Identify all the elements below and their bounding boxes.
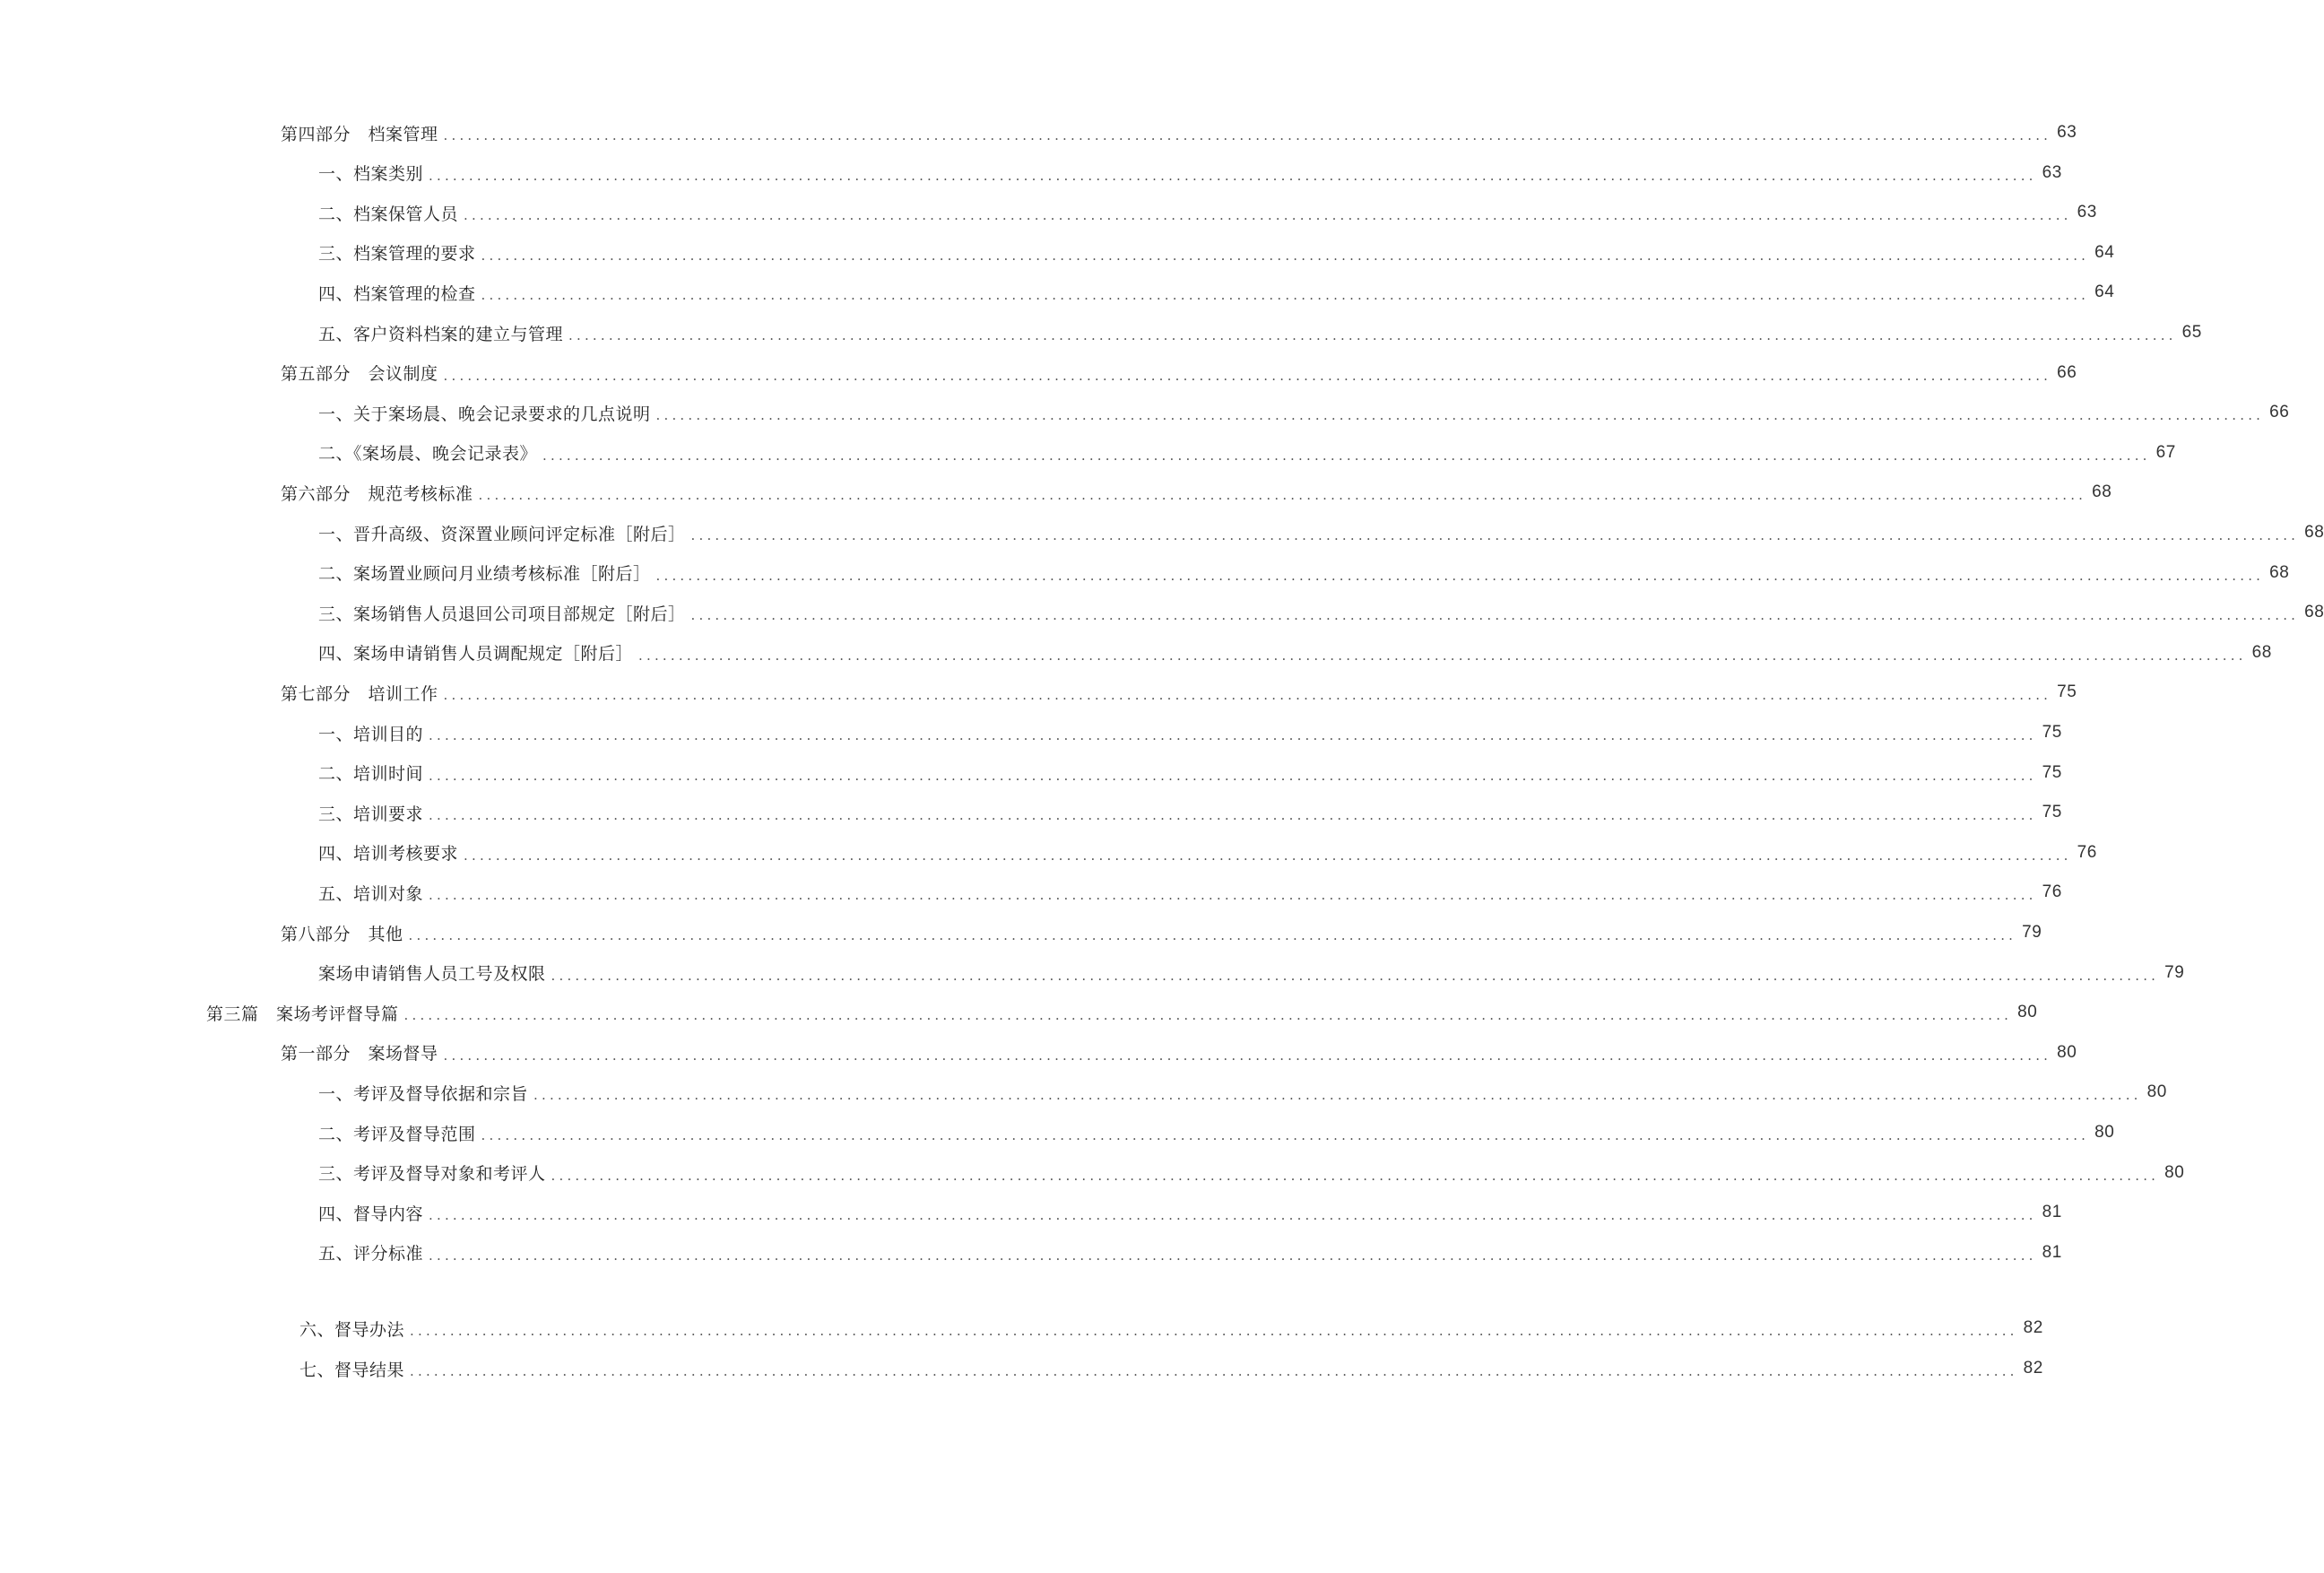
toc-entry-title: 五、培训对象 bbox=[318, 883, 424, 904]
toc-entry[interactable] bbox=[318, 239, 2115, 266]
toc-entry-page-number: 80 bbox=[2017, 1003, 2038, 1022]
toc-entry-page-number: 68 bbox=[2092, 482, 2112, 502]
dot-leader: ........................................................................................................................................................................................................ bbox=[429, 807, 2037, 824]
dot-leader: ........................................................................................................................................................................................................ bbox=[408, 927, 2017, 943]
toc-entry[interactable] bbox=[318, 839, 2097, 866]
toc-entry-title: 三、档案管理的要求 bbox=[318, 244, 476, 265]
toc-entry[interactable] bbox=[318, 1119, 2115, 1146]
toc-entry-title: 二、考评及督导范围 bbox=[318, 1124, 476, 1144]
toc-entry-page-number: 66 bbox=[2057, 362, 2077, 382]
toc-entry[interactable] bbox=[318, 199, 2097, 226]
toc-entry-title: 一、档案类别 bbox=[318, 164, 424, 185]
toc-entry-page-number: 80 bbox=[2057, 1042, 2077, 1062]
dot-leader: ........................................................................................................................................................................................................ bbox=[655, 407, 2265, 424]
toc-entry[interactable] bbox=[318, 639, 2272, 666]
dot-leader: ........................................................................................................................................................................................................ bbox=[410, 1323, 2018, 1340]
toc-entry-page-number: 75 bbox=[2057, 682, 2077, 702]
dot-leader: ........................................................................................................................................................................................................ bbox=[638, 647, 2247, 664]
toc-entry[interactable] bbox=[281, 479, 2112, 506]
toc-entry[interactable] bbox=[299, 1355, 2043, 1382]
dot-leader: ........................................................................................................................................................................................................ bbox=[429, 1207, 2037, 1224]
toc-entry-page-number: 80 bbox=[2094, 1123, 2115, 1142]
toc-entry-page-number: 68 bbox=[2269, 562, 2290, 582]
toc-entry-title: 一、培训目的 bbox=[318, 724, 424, 744]
toc-entry-page-number: 68 bbox=[2251, 642, 2272, 662]
toc-entry-title: 二、《案场晨、晚会记录表》 bbox=[318, 444, 538, 465]
toc-entry-page-number: 81 bbox=[2042, 1203, 2062, 1222]
toc-entry[interactable] bbox=[281, 919, 2042, 946]
toc-entry-title: 四、档案管理的检查 bbox=[318, 283, 476, 304]
dot-leader: ........................................................................................................................................................................................................ bbox=[690, 607, 2300, 624]
toc-entry-page-number: 75 bbox=[2042, 762, 2062, 782]
toc-entry[interactable] bbox=[281, 360, 2077, 387]
toc-entry-title: 第七部分 培训工作 bbox=[281, 683, 438, 704]
toc-entry[interactable] bbox=[318, 1079, 2167, 1106]
toc-entry[interactable] bbox=[318, 960, 2185, 986]
toc-entry[interactable] bbox=[281, 679, 2077, 706]
toc-entry-title: 三、考评及督导对象和考评人 bbox=[318, 1164, 546, 1185]
dot-leader: ........................................................................................................................................................................................................ bbox=[464, 207, 2072, 224]
dot-leader: ........................................................................................................................................................................................................ bbox=[690, 527, 2300, 543]
toc-entry-title: 第三篇 案场考评督导篇 bbox=[206, 1004, 399, 1024]
toc-entry-page-number: 79 bbox=[2022, 923, 2042, 942]
toc-entry[interactable] bbox=[281, 1039, 2077, 1066]
toc-entry-page-number: 82 bbox=[2023, 1359, 2043, 1377]
toc-entry-page-number: 82 bbox=[2023, 1318, 2043, 1338]
toc-entry-page-number: 65 bbox=[2181, 323, 2202, 342]
toc-entry-title: 二、档案保管人员 bbox=[318, 204, 459, 224]
toc-entry-title: 第五部分 会议制度 bbox=[281, 364, 438, 385]
toc-entry-page-number: 64 bbox=[2094, 242, 2115, 262]
toc-entry[interactable] bbox=[318, 279, 2115, 306]
toc-entry-title: 第四部分 档案管理 bbox=[281, 124, 438, 144]
toc-entry-title: 三、培训要求 bbox=[318, 804, 424, 824]
dot-leader: ........................................................................................................................................................................................................ bbox=[481, 247, 2090, 264]
toc-entry-page-number: 63 bbox=[2057, 123, 2077, 142]
toc-entry-title: 一、关于案场晨、晚会记录要求的几点说明 bbox=[318, 404, 651, 424]
toc-entry-page-number: 63 bbox=[2077, 203, 2097, 222]
toc-entry-title: 七、督导结果 bbox=[299, 1360, 405, 1380]
dot-leader: ........................................................................................................................................................................................................ bbox=[429, 167, 2037, 184]
toc-entry-title: 五、评分标准 bbox=[318, 1244, 424, 1264]
toc-entry[interactable] bbox=[318, 599, 2324, 626]
toc-entry-page-number: 80 bbox=[2146, 1082, 2167, 1102]
dot-leader: ........................................................................................................................................................................................................ bbox=[481, 1127, 2090, 1143]
toc-entry-title: 案场申请销售人员工号及权限 bbox=[318, 964, 546, 985]
toc-entry[interactable] bbox=[318, 519, 2324, 546]
toc-entry[interactable] bbox=[318, 719, 2062, 746]
toc-entry-title: 一、晋升高级、资深置业顾问评定标准［附后］ bbox=[318, 524, 686, 544]
toc-entry-title: 五、客户资料档案的建立与管理 bbox=[318, 324, 564, 344]
toc-entry-page-number: 75 bbox=[2042, 723, 2062, 742]
toc-entry[interactable] bbox=[206, 999, 2038, 1026]
toc-entry[interactable] bbox=[318, 399, 2290, 426]
toc-entry-title: 四、培训考核要求 bbox=[318, 844, 459, 865]
dot-leader: ........................................................................................................................................................................................................ bbox=[403, 1007, 2013, 1024]
toc-entry[interactable] bbox=[318, 319, 2202, 346]
toc-entry-page-number: 68 bbox=[2304, 523, 2324, 542]
dot-leader: ........................................................................................................................................................................................................ bbox=[551, 1167, 2160, 1184]
toc-entry-page-number: 67 bbox=[2155, 442, 2176, 462]
toc-entry-page-number: 75 bbox=[2042, 803, 2062, 822]
toc-entry[interactable] bbox=[318, 1199, 2062, 1226]
toc-entry-title: 六、督导办法 bbox=[299, 1319, 405, 1340]
toc-entry-page-number: 68 bbox=[2304, 603, 2324, 622]
dot-leader: ........................................................................................................................................................................................................ bbox=[429, 887, 2037, 904]
toc-entry-page-number: 76 bbox=[2077, 842, 2097, 862]
dot-leader: ........................................................................................................................................................................................................ bbox=[429, 727, 2037, 743]
dot-leader: ........................................................................................................................................................................................................ bbox=[568, 327, 2177, 343]
dot-leader: ........................................................................................................................................................................................................ bbox=[429, 1247, 2037, 1264]
toc-entry[interactable] bbox=[318, 439, 2176, 466]
dot-leader: ........................................................................................................................................................................................................ bbox=[410, 1363, 2018, 1379]
dot-leader: ........................................................................................................................................................................................................ bbox=[533, 1087, 2142, 1104]
toc-entry[interactable] bbox=[318, 879, 2062, 906]
toc-entry[interactable] bbox=[318, 760, 2062, 786]
toc-entry[interactable] bbox=[318, 1239, 2062, 1266]
toc-entry[interactable] bbox=[299, 1315, 2043, 1342]
toc-entry[interactable] bbox=[281, 119, 2077, 146]
toc-entry-page-number: 76 bbox=[2042, 882, 2062, 902]
toc-entry[interactable] bbox=[318, 1160, 2185, 1186]
toc-entry[interactable] bbox=[318, 560, 2290, 587]
toc-entry-title: 四、案场申请销售人员调配规定［附后］ bbox=[318, 644, 634, 665]
toc-entry-title: 二、培训时间 bbox=[318, 764, 424, 785]
toc-entry-page-number: 66 bbox=[2269, 403, 2290, 422]
toc-entry-title: 三、案场销售人员退回公司项目部规定［附后］ bbox=[318, 604, 686, 624]
dot-leader: ........................................................................................................................................................................................................ bbox=[443, 687, 2052, 704]
toc-entry-title: 第八部分 其他 bbox=[281, 924, 403, 944]
toc-entry[interactable] bbox=[318, 799, 2062, 826]
toc-entry-page-number: 80 bbox=[2164, 1162, 2185, 1182]
dot-leader: ........................................................................................................................................................................................................ bbox=[655, 567, 2265, 584]
dot-leader: ........................................................................................................................................................................................................ bbox=[478, 487, 2087, 504]
toc-entry-page-number: 64 bbox=[2094, 282, 2115, 302]
toc-entry-page-number: 81 bbox=[2042, 1242, 2062, 1262]
toc-entry-title: 第六部分 规范考核标准 bbox=[281, 483, 473, 504]
toc-entry-title: 四、督导内容 bbox=[318, 1204, 424, 1224]
toc-entry-title: 第一部分 案场督导 bbox=[281, 1044, 438, 1065]
dot-leader: ........................................................................................................................................................................................................ bbox=[542, 447, 2151, 464]
dot-leader: ........................................................................................................................................................................................................ bbox=[443, 1047, 2052, 1064]
dot-leader: ........................................................................................................................................................................................................ bbox=[443, 367, 2052, 384]
dot-leader: ........................................................................................................................................................................................................ bbox=[464, 847, 2072, 864]
dot-leader: ........................................................................................................................................................................................................ bbox=[429, 767, 2037, 784]
dot-leader: ........................................................................................................................................................................................................ bbox=[551, 967, 2160, 984]
dot-leader: ........................................................................................................................................................................................................ bbox=[443, 127, 2052, 143]
dot-leader: ........................................................................................................................................................................................................ bbox=[481, 287, 2090, 304]
toc-entry-page-number: 63 bbox=[2042, 162, 2062, 182]
toc-entry-title: 二、案场置业顾问月业绩考核标准［附后］ bbox=[318, 564, 651, 585]
toc-entry[interactable] bbox=[318, 160, 2062, 187]
toc-entry-page-number: 79 bbox=[2164, 962, 2185, 982]
toc-entry-title: 一、考评及督导依据和宗旨 bbox=[318, 1083, 529, 1104]
